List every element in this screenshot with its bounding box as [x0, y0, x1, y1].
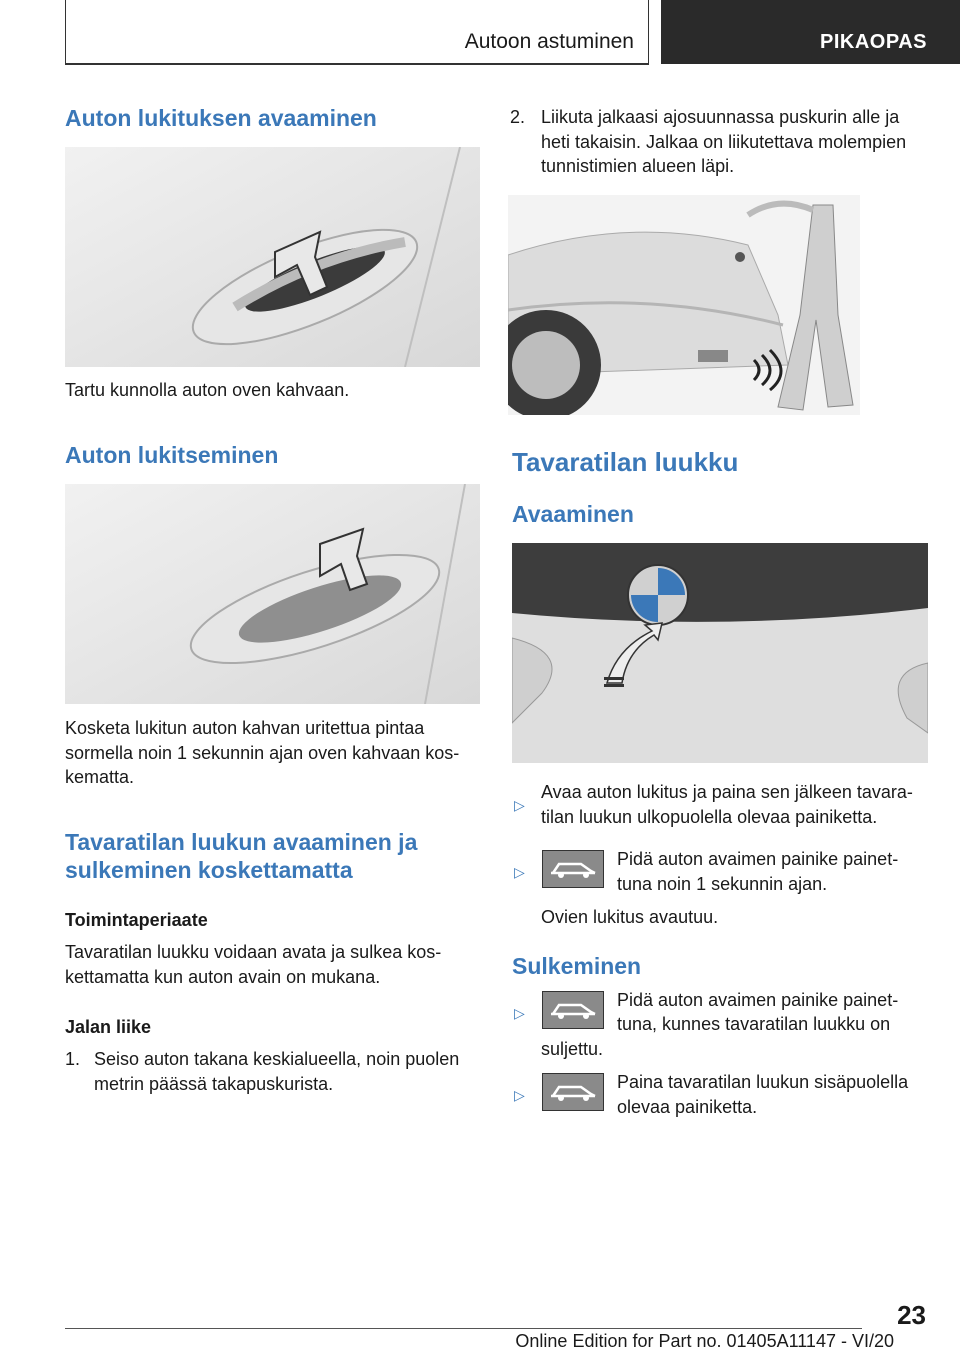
open-step2-line2: tuna noin 1 sekunnin ajan. — [617, 874, 828, 894]
subheading-principle: Toimintaperiaate — [65, 910, 208, 930]
header-rule-mid — [648, 0, 649, 64]
car-trunk-key-icon — [542, 850, 604, 888]
step2-line3: tunnistimien alueen läpi. — [541, 156, 735, 176]
list-marker-triangle-icon: ▷ — [514, 1087, 525, 1103]
heading-unlock: Auton lukituksen avaaminen — [65, 105, 377, 131]
open-step2-line1: Pidä auton avaimen painike painet- — [617, 849, 899, 869]
list-marker-triangle-icon: ▷ — [514, 864, 525, 880]
step1-number: 1. — [65, 1049, 81, 1069]
unlock-instruction: Tartu kunnolla auton oven kahvaan. — [65, 380, 350, 400]
heading-trunk: Tavaratilan luukku — [512, 447, 739, 477]
close-step1-line1: Pidä auton avaimen painike painet- — [617, 990, 899, 1010]
heading-opening: Avaaminen — [512, 501, 634, 527]
step1-line2: metrin päässä takapuskurista. — [94, 1074, 334, 1094]
close-step2-line1: Paina tavaratilan luukun sisäpuolella — [617, 1072, 909, 1092]
car-trunk-key-icon — [542, 1073, 604, 1111]
list-marker-triangle-icon: ▷ — [514, 797, 525, 813]
lock-instruction-line2: sormella noin 1 sekunnin ajan oven kahvaan kos- — [65, 743, 460, 763]
trunk-foot-sensor-illustration — [508, 195, 860, 415]
page-number: 23 — [897, 1300, 926, 1330]
header-tab-label: PIKAOPAS — [820, 31, 927, 53]
open-step1-line2: tilan luukun ulkopuolella olevaa painiketta. — [541, 807, 878, 827]
list-marker-triangle-icon: ▷ — [514, 1005, 525, 1021]
header-tab — [661, 0, 960, 64]
car-trunk-key-icon — [542, 991, 604, 1029]
close-step1-line3: suljettu. — [541, 1039, 604, 1059]
principle-line2: kettamatta kun auton avain on mukana. — [65, 967, 381, 987]
step2-line1: Liikuta jalkaasi ajosuunnassa puskurin alle ja — [541, 107, 900, 127]
open-step2-result: Ovien lukitus avautuu. — [541, 907, 719, 927]
footer-edition: Online Edition for Part no. 01405A11147 - VI/20 — [515, 1331, 894, 1351]
lock-instruction-line1: Kosketa lukitun auton kahvan uritettua pintaa — [65, 718, 425, 738]
door-handle-lock-illustration — [65, 484, 480, 704]
heading-touchless-line1: Tavaratilan luukun avaaminen ja — [65, 829, 418, 855]
heading-touchless-line2: sulkeminen koskettamatta — [65, 857, 353, 883]
heading-closing: Sulkeminen — [512, 953, 642, 979]
step2-line2: heti takaisin. Jalkaa on liikutettava molempien — [541, 132, 907, 152]
principle-line1: Tavaratilan luukku voidaan avata ja sulkea kos- — [65, 942, 442, 962]
header-rule-left — [65, 0, 66, 64]
trunk-button-illustration — [512, 543, 928, 763]
lock-instruction-line3: kematta. — [65, 767, 135, 787]
open-step1-line1: Avaa auton lukitus ja paina sen jälkeen tavara- — [541, 782, 913, 802]
subheading-foot-movement: Jalan liike — [65, 1017, 152, 1037]
door-handle-unlock-illustration — [65, 147, 480, 367]
step1-line1: Seiso auton takana keskialueella, noin puolen — [94, 1049, 460, 1069]
header-section-title: Autoon astuminen — [464, 30, 634, 53]
close-step2-line2: olevaa painiketta. — [617, 1097, 758, 1117]
footer-rule — [65, 1328, 862, 1329]
close-step1-line2: tuna, kunnes tavaratilan luukku on — [617, 1014, 891, 1034]
heading-lock: Auton lukitseminen — [65, 442, 279, 468]
step2-number: 2. — [510, 107, 526, 127]
header-rule-bottom — [65, 63, 649, 65]
